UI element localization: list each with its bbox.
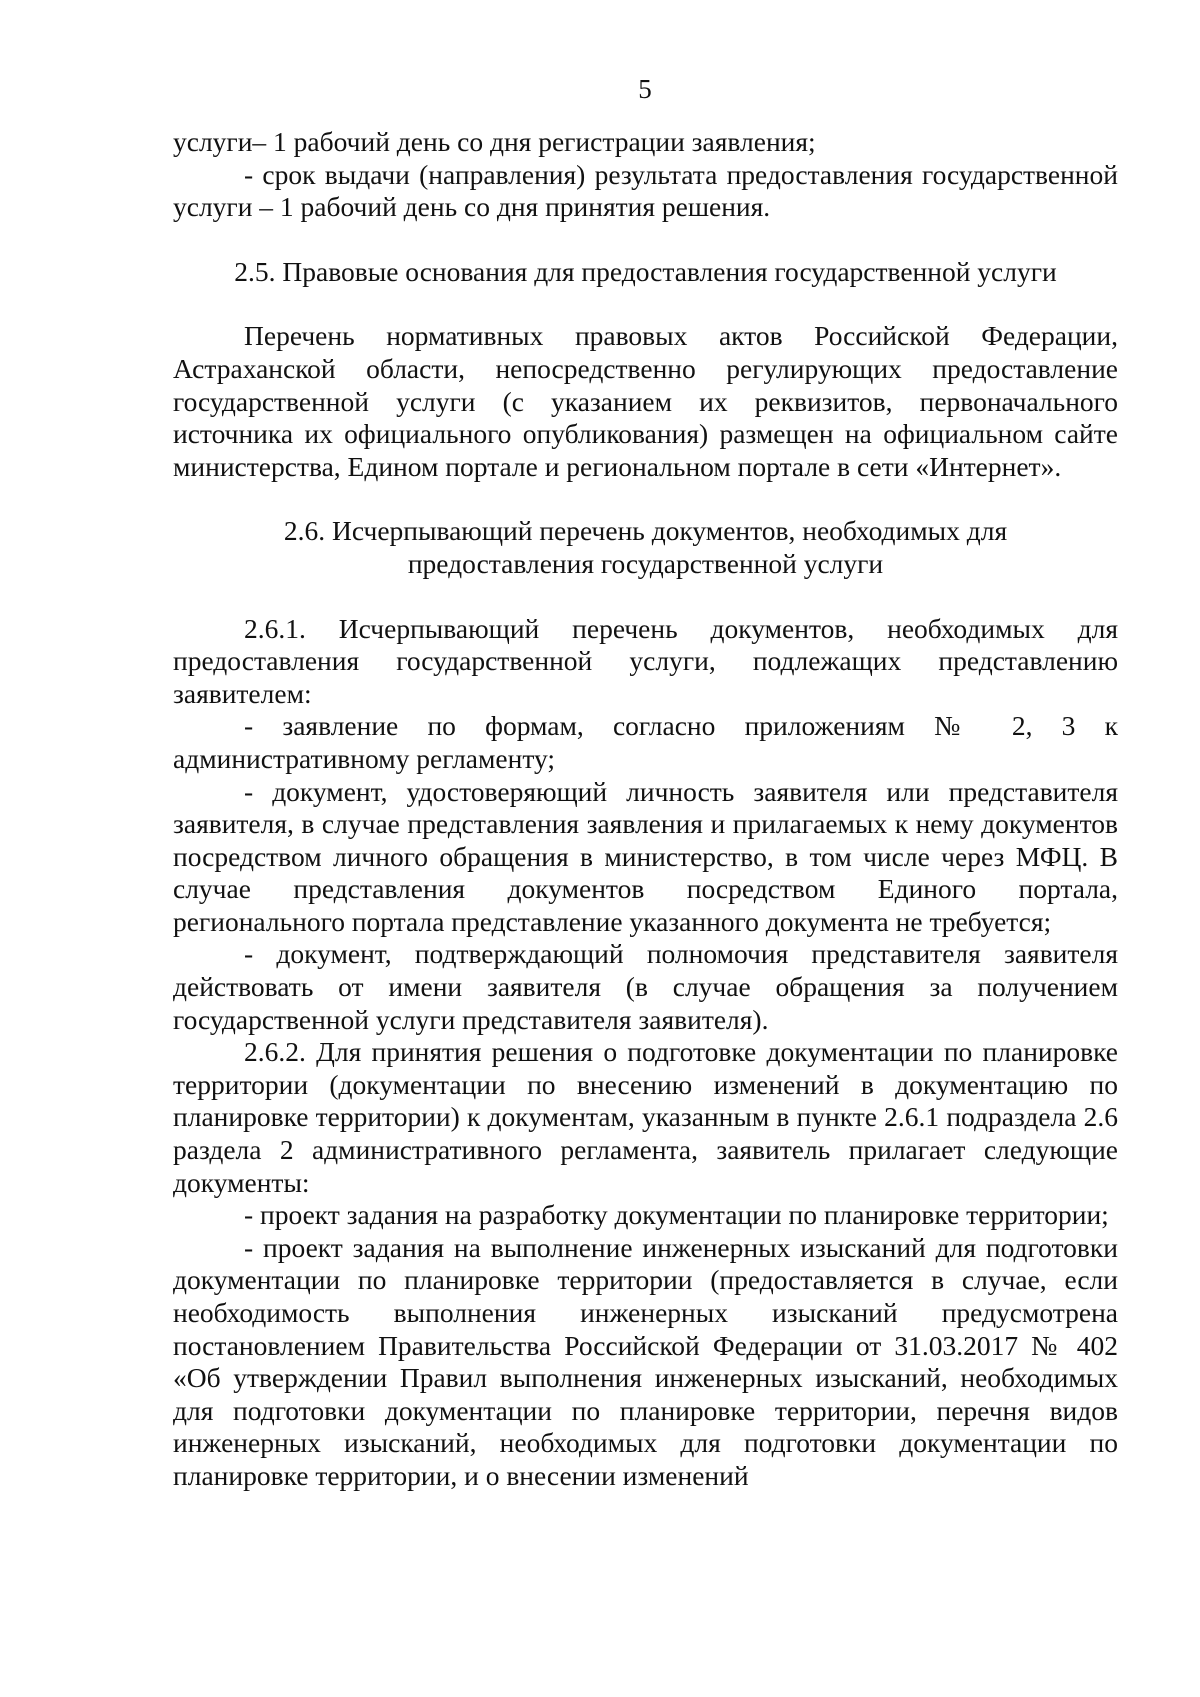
paragraph-issue-term: - срок выдачи (направления) результата предоставления государственной услуги – 1 рабочий день со дня принятия решения. <box>173 158 1118 223</box>
paragraph-2-6-1: 2.6.1. Исчерпывающий перечень документов, необходимых для предоставления государственной услуги, подлежащих представлению заявителем: <box>173 612 1118 709</box>
page-number: 5 <box>638 74 652 104</box>
section-heading-2-5: 2.5. Правовые основания для предоставления государственной услуги <box>234 255 1057 287</box>
list-item-planning-task-draft: - проект задания на разработку документации по планировке территории; <box>244 1199 1109 1231</box>
section-heading-2-6-line2: предоставления государственной услуги <box>407 547 884 579</box>
paragraph-2-6-2: 2.6.2. Для принятия решения о подготовке документации по планировке территории (документации по внесению изменений в документацию по планировке территории) к документам, указанным в пункте 2.6.1 подраздела 2.6 раздела 2 административного регламента, заявитель прилагает следующие документы: <box>173 1036 1118 1198</box>
paragraph-legal-acts: Перечень нормативных правовых актов Российской Федерации, Астраханской области, непосредственно регулирующих предоставление государственной услуги (с указанием их реквизитов, первоначального источника их официального опубликования) размещен на официальном сайте министерства, Едином портале и региональном портале в сети «Интернет». <box>173 320 1118 482</box>
document-body <box>173 126 1118 1493</box>
list-item-engineering-survey-task: - проект задания на выполнение инженерных изысканий для подготовки документации по планировке территории (предоставляется в случае, если необходимость выполнения инженерных изысканий предусмотрена постановлением Правительства Российской Федерации от 31.03.2017 № 402 «Об утверждении Правил выполнения инженерных изысканий, необходимых для подготовки документации по планировке территории, перечня видов инженерных изысканий, необходимых для подготовки документации по планировке территории, и о внесении изменений <box>173 1231 1118 1491</box>
paragraph-continuation: услуги– 1 рабочий день со дня регистрации заявления; <box>173 126 816 157</box>
list-item-application-forms: - заявление по формам, согласно приложениям № 2, 3 к административному регламенту; <box>173 710 1118 774</box>
list-item-authority-document: - документ, подтверждающий полномочия представителя заявителя действовать от имени заявителя (в случае обращения за получением государственной услуги представителя заявителя). <box>173 938 1118 1035</box>
section-heading-2-6-line1: 2.6. Исчерпывающий перечень документов, необходимых для <box>283 515 1008 547</box>
list-item-identity-document: - документ, удостоверяющий личность заявителя или представителя заявителя, в случае представления заявления и прилагаемых к нему документов посредством личного обращения в министерство, в том числе через МФЦ. В случае представления документов посредством Единого портала, регионального портала представление указанного документа не требуется; <box>173 775 1118 937</box>
section-heading-2-6 <box>173 515 1118 580</box>
